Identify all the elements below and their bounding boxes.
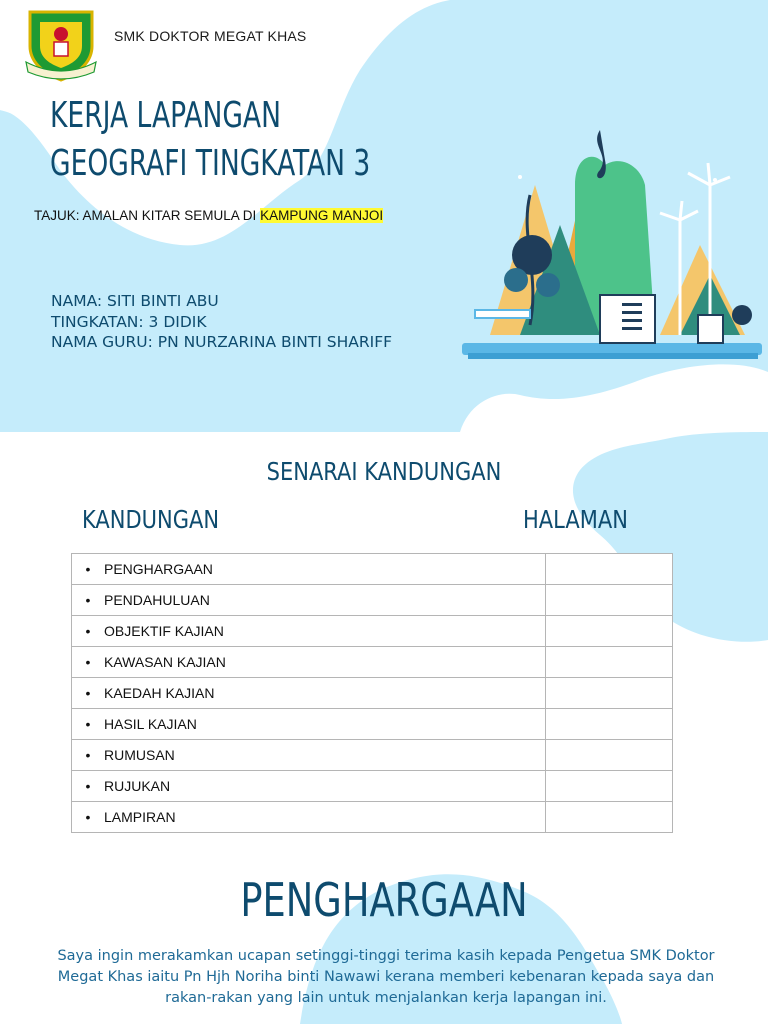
toc-item-label: RUJUKAN: [104, 778, 171, 794]
title-line-2: GEOGRAFI TINGKATAN 3: [50, 143, 371, 184]
toc-item-label: PENDAHULUAN: [104, 592, 210, 608]
toc-row: [72, 802, 673, 833]
toc-row: [72, 647, 673, 678]
toc-item-cell: [72, 554, 546, 585]
toc-row: [72, 554, 673, 585]
tajuk-highlight: KAMPUNG MANJOI: [260, 208, 384, 223]
toc-page-cell: [546, 647, 673, 678]
penghargaan-heading: PENGHARGAAN: [240, 873, 528, 927]
toc-item-label: PENGHARGAAN: [104, 561, 213, 577]
tajuk-line: [34, 208, 383, 223]
toc-row: [72, 585, 673, 616]
toc-page-cell: [546, 616, 673, 647]
toc-item-cell: [72, 647, 546, 678]
toc-page-cell: [546, 554, 673, 585]
toc-row: [72, 709, 673, 740]
contents-table-body: [72, 554, 673, 833]
info-nama: NAMA: SITI BINTI ABU: [51, 292, 219, 310]
toc-item-cell: [72, 616, 546, 647]
toc-item-label: KAEDAH KAJIAN: [104, 685, 215, 701]
col-halaman-heading: HALAMAN: [523, 505, 628, 534]
bullet-icon: •: [85, 809, 91, 825]
page-title: [50, 92, 370, 188]
toc-item-label: LAMPIRAN: [104, 809, 176, 825]
school-name: SMK DOKTOR MEGAT KHAS: [114, 28, 307, 44]
toc-item-cell: [72, 709, 546, 740]
toc-item-label: RUMUSAN: [104, 747, 175, 763]
toc-item-cell: [72, 585, 546, 616]
toc-item-cell: [72, 802, 546, 833]
toc-row: [72, 740, 673, 771]
contents-table: [71, 553, 673, 833]
toc-page-cell: [546, 585, 673, 616]
bullet-icon: •: [85, 561, 91, 577]
col-kandungan-heading: KANDUNGAN: [82, 505, 220, 534]
info-tingkatan: TINGKATAN: 3 DIDIK: [51, 312, 207, 331]
toc-item-cell: [72, 678, 546, 709]
toc-item-cell: [72, 740, 546, 771]
toc-page-cell: [546, 678, 673, 709]
toc-page-cell: [546, 740, 673, 771]
title-line-1: KERJA LAPANGAN: [50, 95, 281, 136]
bullet-icon: •: [85, 716, 91, 732]
student-info: [51, 291, 392, 353]
bullet-icon: •: [85, 654, 91, 670]
tajuk-prefix: TAJUK: AMALAN KITAR SEMULA DI: [34, 208, 261, 223]
toc-item-label: HASIL KAJIAN: [104, 716, 197, 732]
toc-page-cell: [546, 802, 673, 833]
bullet-icon: •: [85, 747, 91, 763]
eco-city-illustration: [460, 125, 765, 360]
school-logo: [24, 6, 98, 84]
bullet-icon: •: [85, 778, 91, 794]
bullet-icon: •: [85, 592, 91, 608]
info-guru: NAMA GURU: PN NURZARINA BINTI SHARIFF: [51, 333, 393, 351]
toc-page-cell: [546, 709, 673, 740]
penghargaan-paragraph: Saya ingin merakamkan ucapan setinggi-tinggi terima kasih kepada Pengetua SMK Doktor Megat Khas iaitu Pn Hjh Noriha binti Nawawi kerana memberi kebenaran kepada saya dan rakan-rakan yang lain untuk menjalankan kerja lapangan ini.: [57, 948, 715, 1006]
toc-item-label: KAWASAN KAJIAN: [104, 654, 226, 670]
bullet-icon: •: [85, 623, 91, 639]
toc-item-label: OBJEKTIF KAJIAN: [104, 623, 224, 639]
toc-row: [72, 771, 673, 802]
toc-item-cell: [72, 771, 546, 802]
toc-page-cell: [546, 771, 673, 802]
senarai-heading: SENARAI KANDUNGAN: [266, 457, 502, 486]
toc-row: [72, 678, 673, 709]
bullet-icon: •: [85, 685, 91, 701]
toc-row: [72, 616, 673, 647]
